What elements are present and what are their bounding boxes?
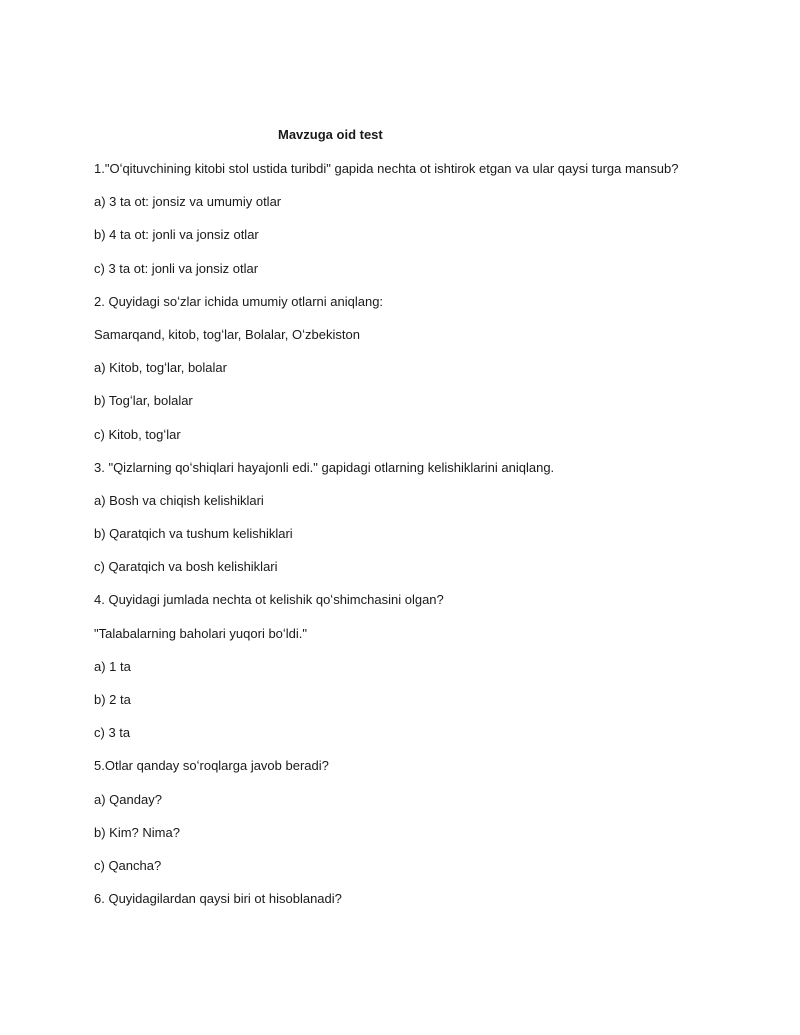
question-1-option-a: a) 3 ta ot: jonsiz va umumiy otlar: [94, 194, 282, 210]
question-1-option-c: c) 3 ta ot: jonli va jonsiz otlar: [94, 260, 259, 276]
question-1: 1."Oʻqituvchining kitobi stol ustida turibdi" gapida nechta ot ishtirok etgan va ular qaysi turga mansub?: [94, 161, 679, 176]
question-3-option-a: a) Bosh va chiqish kelishiklari: [94, 492, 264, 508]
question-4-option-c: c) 3 ta: [94, 725, 131, 741]
question-list: [94, 160, 774, 923]
question-2: 2. Quyidagi soʻzlar ichida umumiy otlarni aniqlang:: [94, 293, 384, 309]
question-2-option-a: a) Kitob, togʻlar, bolalar: [94, 360, 227, 376]
question-5-option-b: b) Kim? Nima?: [94, 824, 180, 840]
question-2-words: Samarqand, kitob, togʻlar, Bolalar, Oʻzbekiston: [94, 326, 360, 342]
question-3-option-b: b) Qaratqich va tushum kelishiklari: [94, 526, 293, 542]
question-3-option-c: c) Qaratqich va bosh kelishiklari: [94, 559, 278, 575]
question-4: 4. Quyidagi jumlada nechta ot kelishik qoʻshimchasini olgan?: [94, 592, 444, 608]
question-5-option-c: c) Qancha?: [94, 857, 162, 873]
question-4-option-a: a) 1 ta: [94, 658, 131, 674]
question-5: 5.Otlar qanday soʻroqlarga javob beradi?: [94, 758, 329, 774]
question-5-option-a: a) Qanday?: [94, 791, 162, 807]
question-4-sentence: "Talabalarning baholari yuqori boʻldi.": [94, 625, 308, 641]
question-1-option-b: b) 4 ta ot: jonli va jonsiz otlar: [94, 227, 259, 243]
question-4-option-b: b) 2 ta: [94, 692, 131, 707]
question-2-option-b: b) Togʻlar, bolalar: [94, 393, 193, 409]
question-2-option-c: c) Kitob, togʻlar: [94, 426, 181, 442]
document-title: Mavzuga oid test: [278, 127, 383, 142]
question-6: 6. Quyidagilardan qaysi biri ot hisoblanadi?: [94, 891, 342, 907]
question-3: 3. "Qizlarning qoʻshiqlari hayajonli edi." gapidagi otlarning kelishiklarini aniqlang.: [94, 459, 555, 475]
